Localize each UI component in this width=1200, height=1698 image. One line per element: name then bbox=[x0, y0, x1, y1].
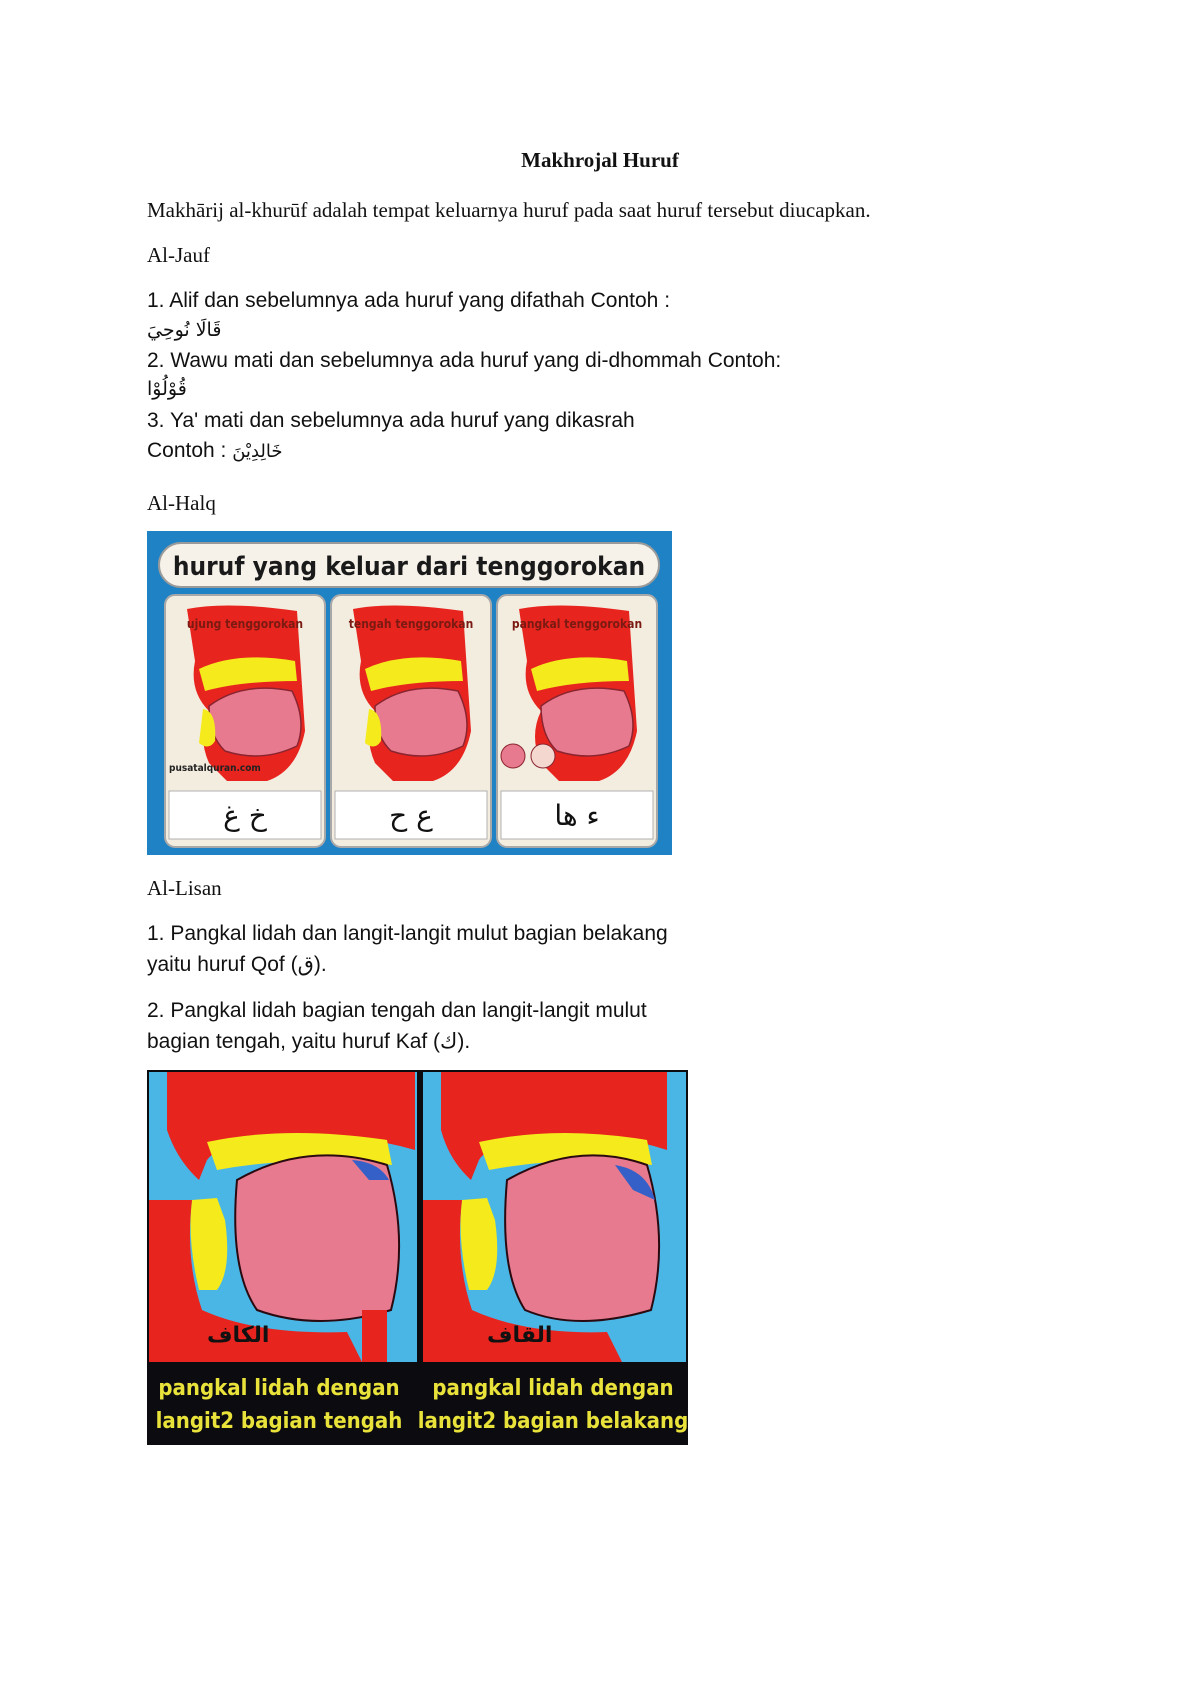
jauf-item-3-prefix: Contoh : bbox=[147, 439, 233, 462]
lisan-item-2-line-2: bagian tengah, yaitu huruf Kaf (ك). bbox=[147, 1030, 471, 1053]
jauf-item-3: 3. Ya' mati dan sebelumnya ada huruf yang dikasrah bbox=[147, 409, 635, 432]
lisan-figure bbox=[147, 1070, 688, 1445]
jauf-item-2: 2. Wawu mati dan sebelumnya ada huruf yang di-dhommah Contoh: bbox=[147, 349, 782, 372]
halq-panel-3 bbox=[497, 595, 657, 847]
heading-al-halq: Al-Halq bbox=[147, 491, 216, 515]
halq-panel-3-letters: ء ها bbox=[554, 799, 600, 832]
lisan-item-1-line-2: yaitu huruf Qof (ق). bbox=[147, 953, 327, 976]
halq-panel-1-label: ujung tenggorokan bbox=[186, 617, 304, 631]
lisan-qof-label: القاف bbox=[487, 1323, 553, 1348]
jauf-item-3-example: خَالِدِيْنَ bbox=[232, 441, 283, 462]
halq-watermark: pusatalquran.com bbox=[169, 763, 261, 774]
lisan-kaf-label: الكاف bbox=[207, 1323, 270, 1348]
halq-banner-text: huruf yang keluar dari tenggorokan bbox=[172, 552, 646, 582]
lisan-item-2-line-1: 2. Pangkal lidah bagian tengah dan langit-langit mulut bbox=[147, 999, 647, 1022]
lisan-qof-caption-2: langit2 bagian belakang bbox=[417, 1409, 688, 1434]
lisan-kaf-caption-2: langit2 bagian tengah bbox=[155, 1409, 403, 1434]
intro-paragraph: Makhārij al-khurūf adalah tempat keluarnya huruf pada saat huruf tersebut diucapkan. bbox=[147, 198, 871, 222]
heading-al-jauf: Al-Jauf bbox=[147, 243, 210, 267]
jauf-item-3-example-line bbox=[147, 439, 283, 463]
halq-panel-2-letters: ع ح bbox=[389, 799, 433, 832]
halq-panel-2 bbox=[331, 595, 491, 847]
page-title: Makhrojal Huruf bbox=[521, 148, 679, 172]
jauf-item-1: 1. Alif dan sebelumnya ada huruf yang difathah Contoh : bbox=[147, 289, 671, 312]
lisan-item-1-line-1: 1. Pangkal lidah dan langit-langit mulut bagian belakang bbox=[147, 922, 668, 945]
jauf-item-1-example: قَالَا نُوحِيَ bbox=[147, 319, 222, 341]
lisan-kaf-caption-1: pangkal lidah dengan bbox=[158, 1376, 400, 1401]
lisan-qof-caption-1: pangkal lidah dengan bbox=[432, 1376, 674, 1401]
lisan-panel-kaf bbox=[149, 1072, 417, 1442]
halq-figure-svg bbox=[147, 531, 672, 855]
halq-panel-2-label: tengah tenggorokan bbox=[348, 617, 474, 631]
halq-figure bbox=[147, 531, 672, 855]
halq-panel-1-letters: خ غ bbox=[223, 799, 267, 832]
halq-panel-3-label: pangkal tenggorokan bbox=[511, 617, 643, 631]
halq-panel-1 bbox=[165, 595, 325, 847]
lisan-panel-qof bbox=[418, 1072, 688, 1442]
jauf-item-2-example: قُوْلُوْا bbox=[147, 378, 187, 400]
heading-al-lisan: Al-Lisan bbox=[147, 876, 222, 900]
lisan-figure-svg bbox=[147, 1070, 688, 1445]
